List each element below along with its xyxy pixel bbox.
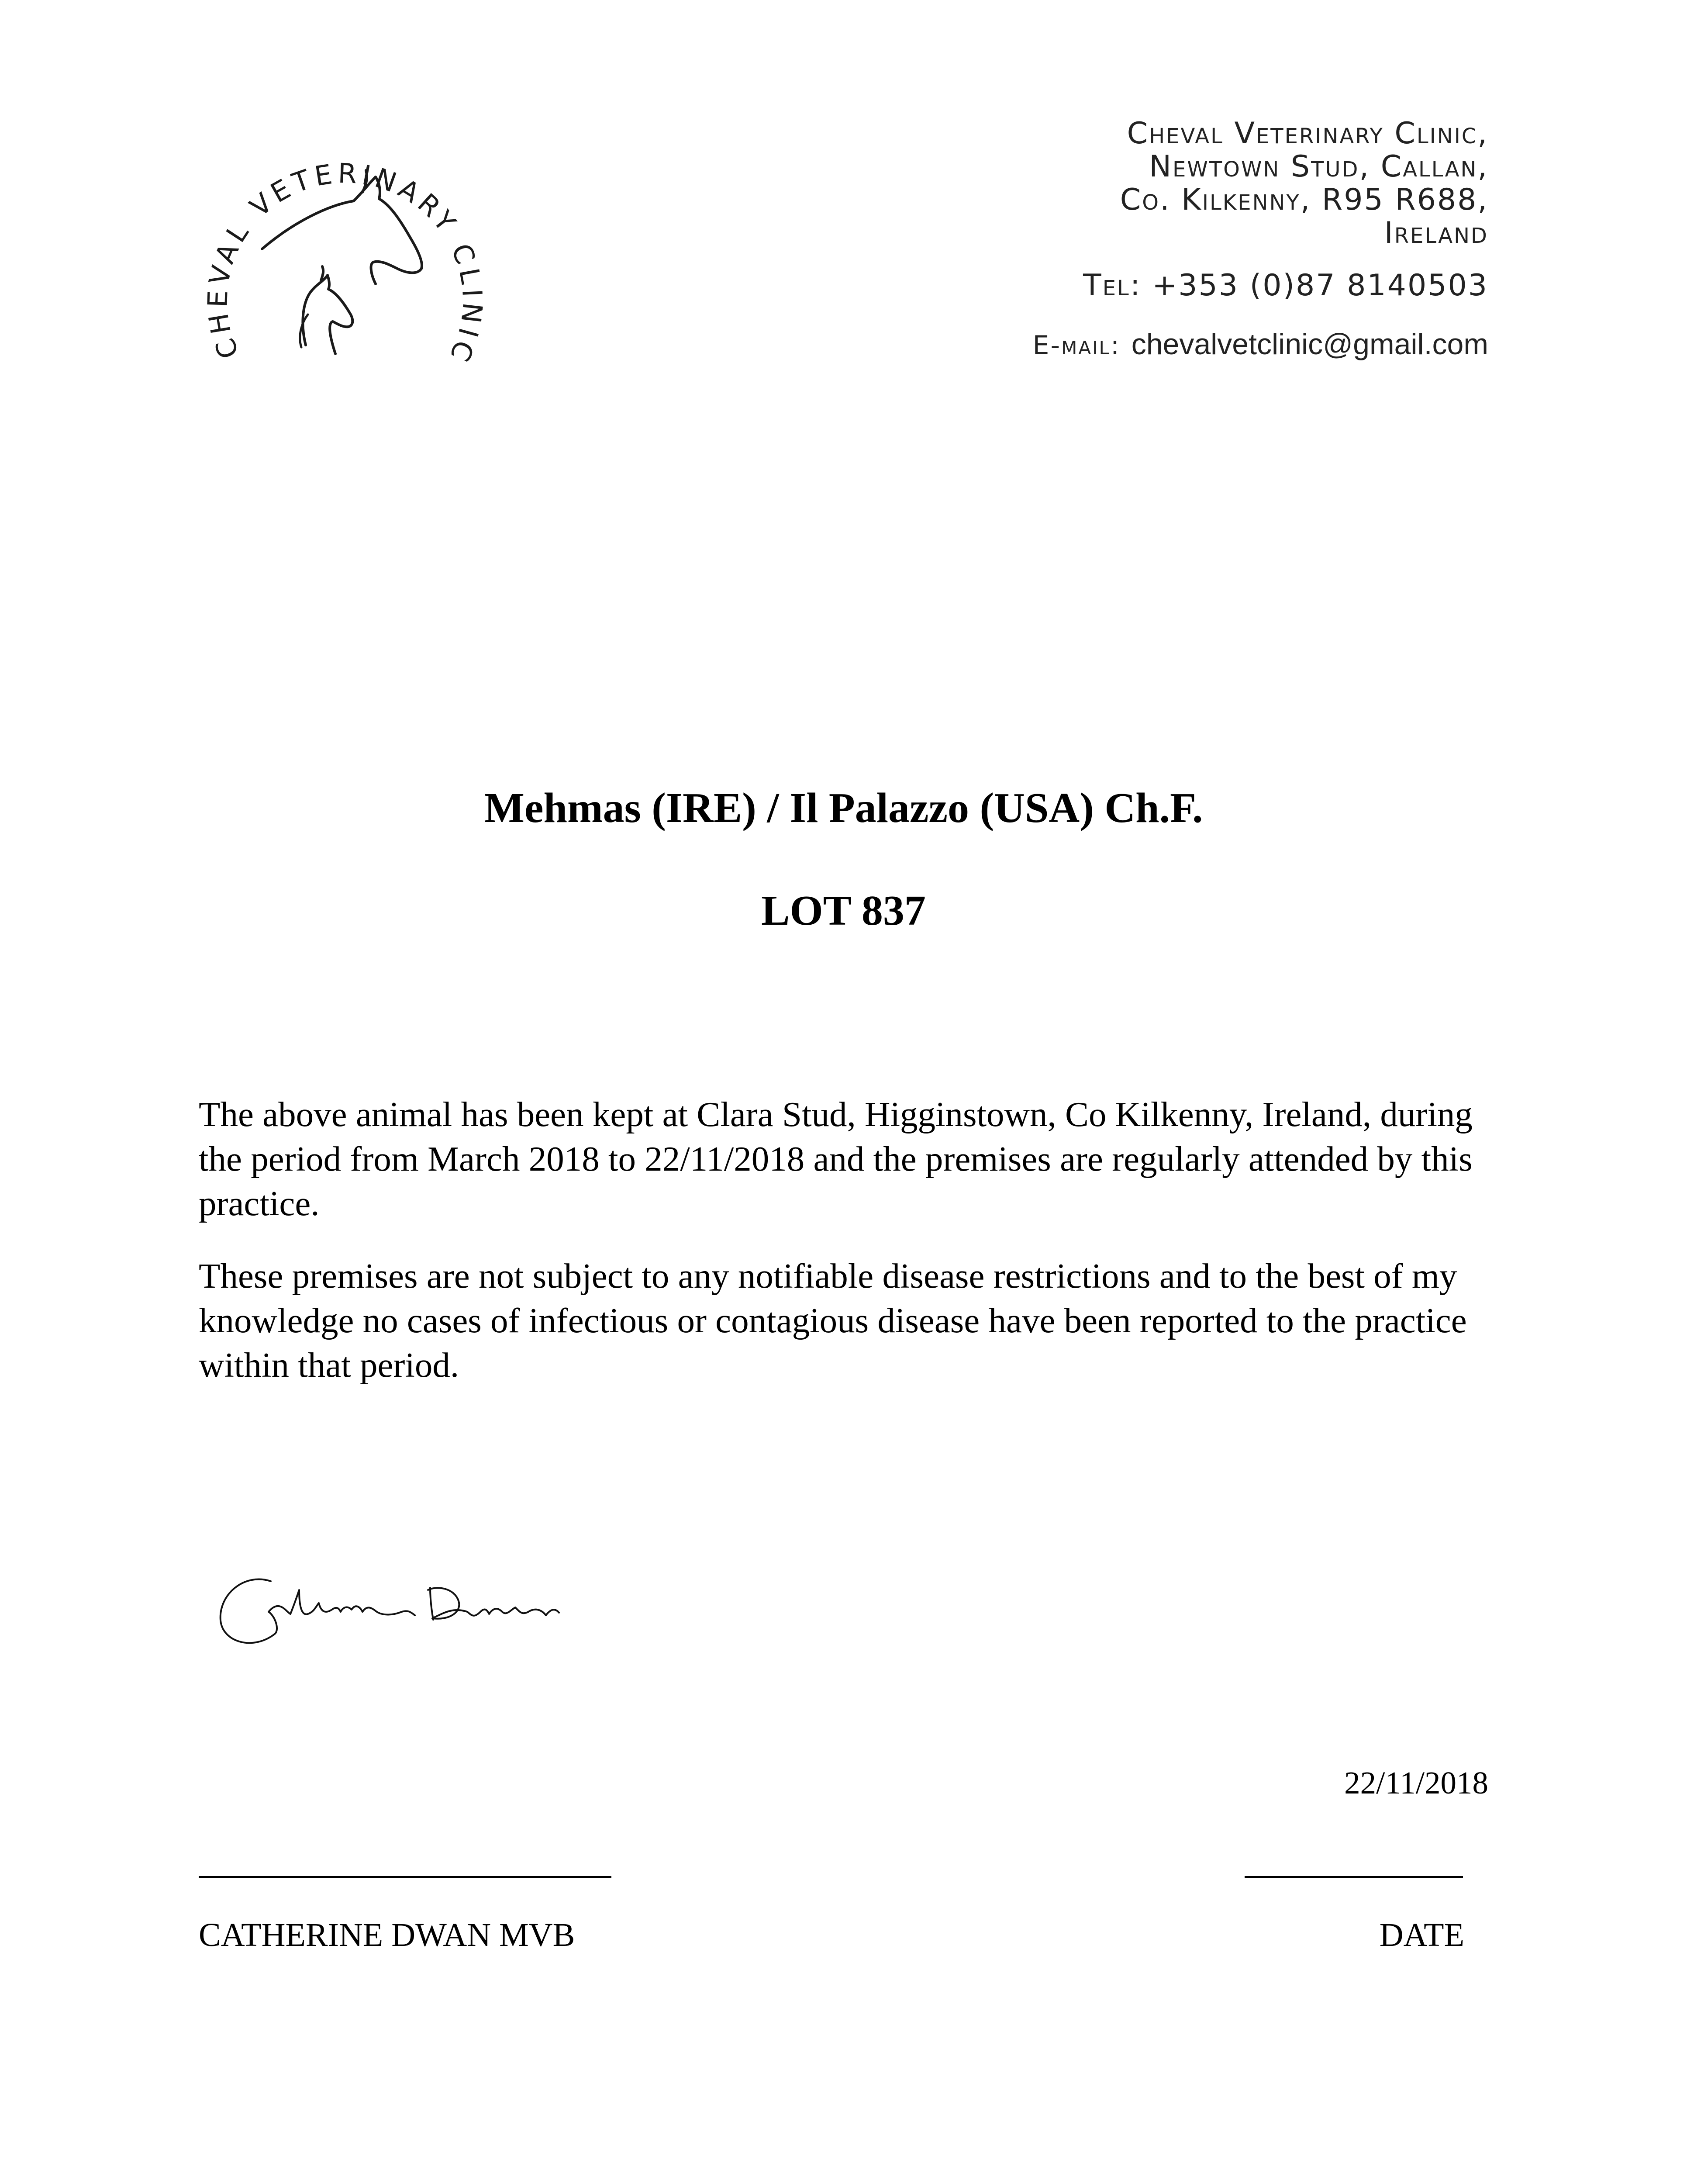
telephone: Tel: +353 (0)87 8140503	[1083, 268, 1488, 303]
signed-date: 22/11/2018	[1344, 1765, 1488, 1800]
date-caption: DATE	[1379, 1917, 1464, 1953]
clinic-name: Cheval Veterinary Clinic,	[1127, 116, 1488, 151]
clinic-logo	[197, 118, 493, 406]
horse-title: Mehmas (IRE) / Il Palazzo (USA) Ch.F.	[484, 784, 1203, 832]
letterhead-address	[746, 117, 1488, 362]
date-line	[1245, 1876, 1463, 1878]
svg-text:CHEVAL VETERINARY CLINIC: CHEVAL VETERINARY CLINIC	[201, 157, 489, 370]
signature-icon	[210, 1564, 576, 1660]
address-line-2: Co. Kilkenny, R95 R688,	[1120, 183, 1488, 217]
lot-number: LOT 837	[761, 887, 926, 934]
email-address: chevalvetclinic@gmail.com	[1131, 328, 1488, 361]
address-line-1: Newtown Stud, Callan,	[1149, 149, 1488, 184]
horse-and-foal-heads-icon	[197, 118, 493, 406]
handwritten-signature	[210, 1564, 576, 1660]
email-row	[746, 328, 1488, 362]
address-country: Ireland	[1384, 216, 1488, 250]
signature-line	[199, 1876, 611, 1878]
signatory-caption: CATHERINE DWAN MVB	[199, 1917, 575, 1953]
body-paragraph-2: These premises are not subject to any notifiable disease restrictions and to the best of my knowledge no cases of infectious or contagious disease have been reported to the practice within that period.	[199, 1256, 1467, 1385]
body-paragraph-1: The above animal has been kept at Clara Stud, Higginstown, Co Kilkenny, Ireland, during the period from March 2018 to 22/11/2018 and the premises are regularly attended by this practice.	[199, 1095, 1473, 1223]
email-label: E-mail:	[1032, 330, 1121, 361]
